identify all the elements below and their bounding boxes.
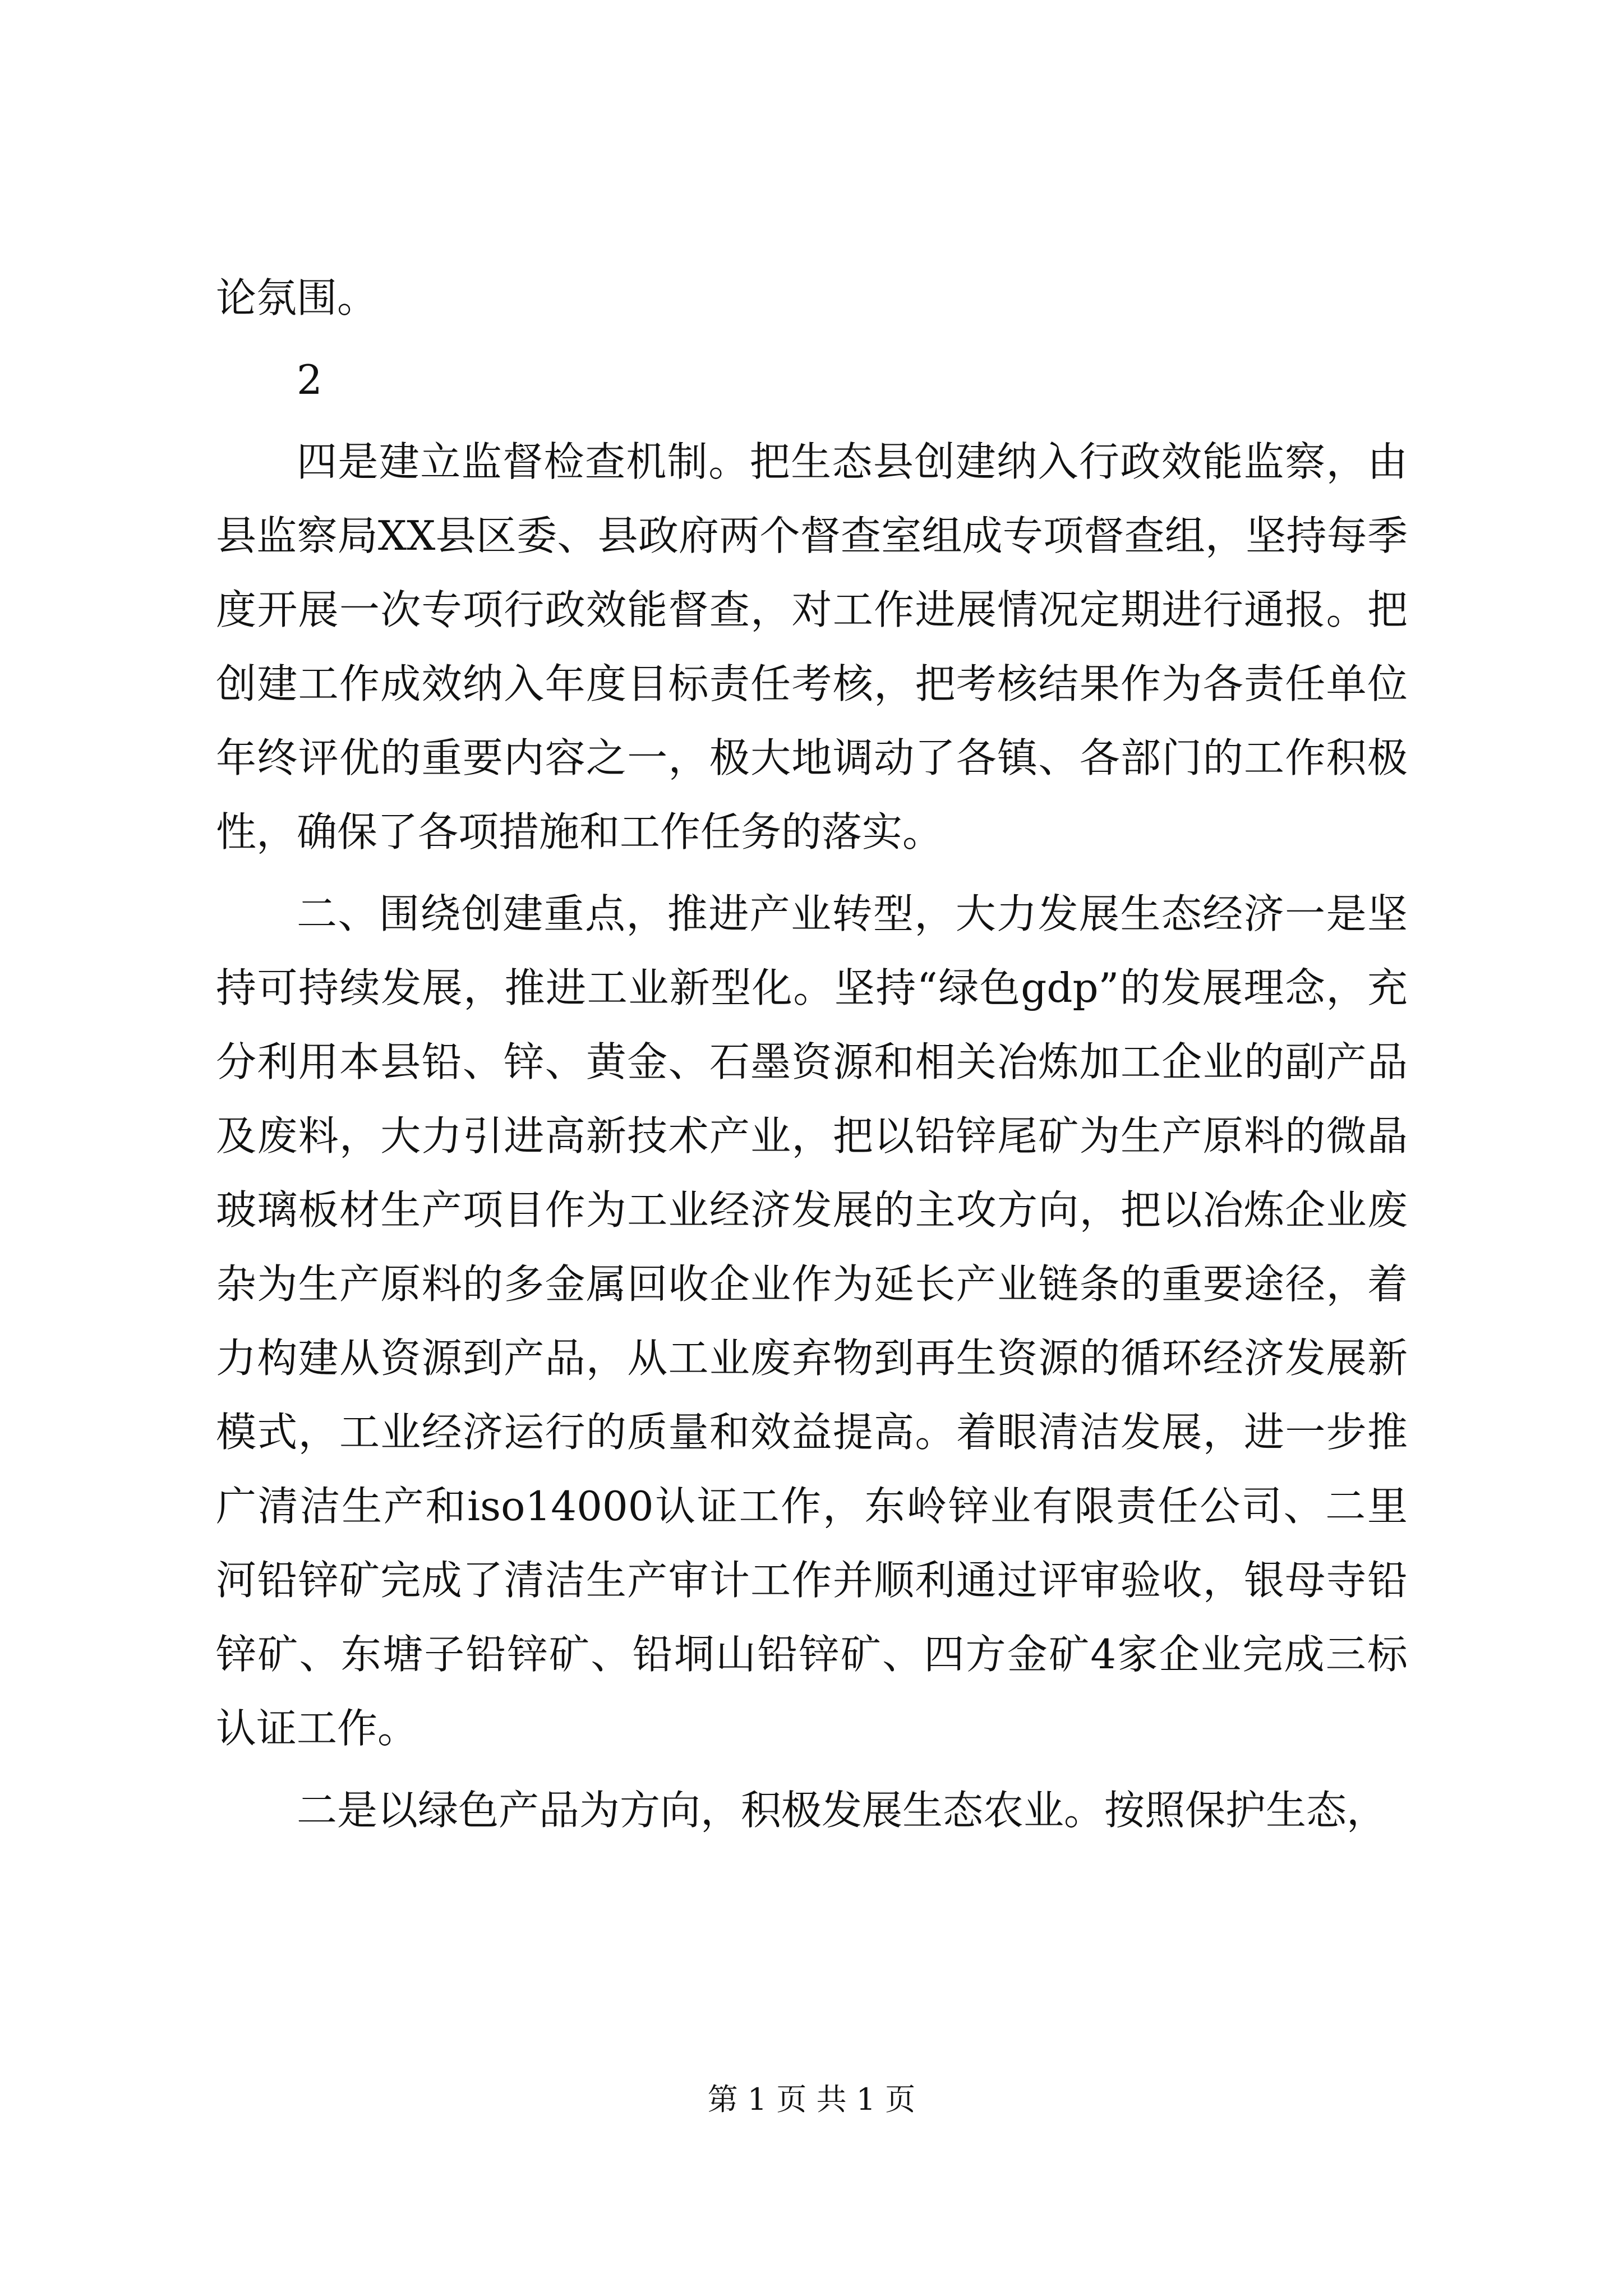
paragraph-agriculture: 二是以绿色产品为方向，积极发展生态农业。按照保护生态， — [297, 1787, 1387, 1834]
paragraph-continuation: 论氛围。 — [216, 274, 378, 321]
document-body — [216, 261, 1408, 1847]
page-footer: 第 1 页 共 1 页 — [707, 2082, 916, 2117]
section-number: 2 — [297, 356, 322, 403]
paragraph-supervision: 四是建立监督检查机制。把生态县创建纳入行政效能监察，由县监察局XX县区委、县政府两个督查室组成专项督查组，坚持每季度开展一次专项行政效能督查，对工作进展情况定期进行通报。把创建工作成效纳入年度目标责任考核，把考核结果作为各责任单位年终评优的重要内容之一，极大地调动了各镇、各部门的工作积极性，确保了各项措施和工作任务的落实。 — [216, 438, 1408, 855]
paragraph-industry: 二、围绕创建重点，推进产业转型，大力发展生态经济一是坚持可持续发展，推进工业新型化。坚持“绿色gdp”的发展理念，充分利用本县铅、锌、黄金、石墨资源和相关冶炼加工企业的副产品及废料，大力引进高新技术产业，把以铅锌尾矿为生产原料的微晶玻璃板材生产项目作为工业经济发展的主攻方向，把以冶炼企业废杂为生产原料的多金属回收企业作为延长产业链条的重要途径，着力构建从资源到产品，从工业废弃物到再生资源的循环经济发展新模式，工业经济运行的质量和效益提高。着眼清洁发展，进一步推广清洁生产和iso14000认证工作，东岭锌业有限责任公司、二里河铅锌矿完成了清洁生产审计工作并顺利通过评审验收，银母寺铅锌矿、东塘子铅锌矿、铅垌山铅锌矿、四方金矿4家企业完成三标认证工作。 — [216, 890, 1408, 1752]
